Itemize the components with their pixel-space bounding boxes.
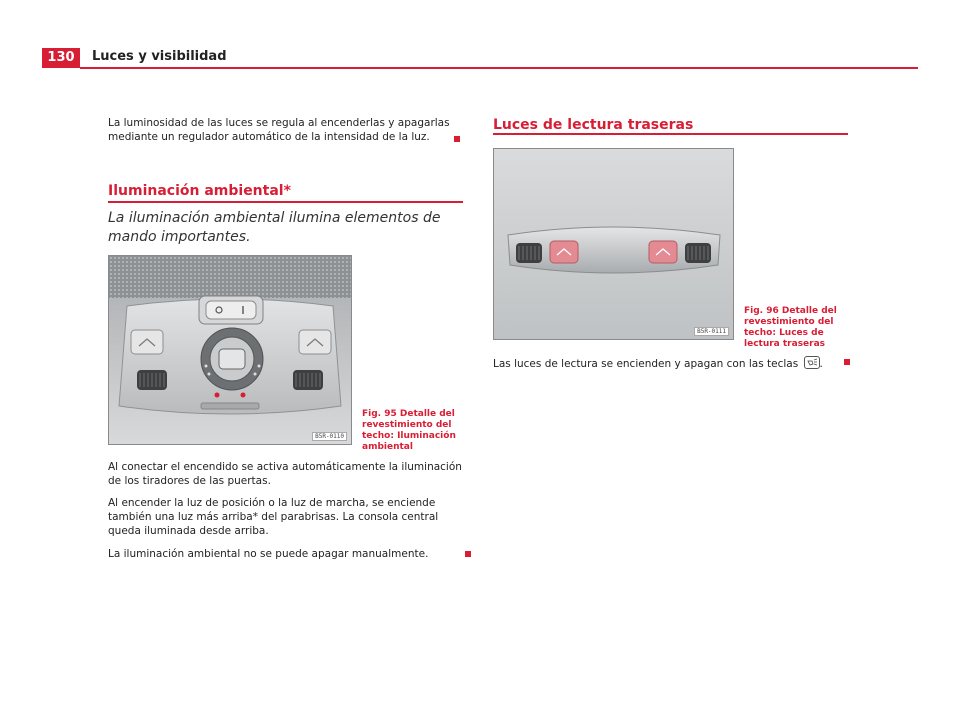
- intro-paragraph: La luminosidad de las luces se regula al encenderlas y apagarlas mediante un regulador automático de la intensidad de la luz.: [108, 117, 450, 143]
- figure-96-caption: Fig. 96 Detalle del revestimiento del techo: Luces de lectura traseras: [744, 306, 837, 349]
- reading-lights-paragraph: Las luces de lectura se encienden y apagan con las teclas .: [493, 358, 823, 370]
- lead-text: La iluminación ambiental ilumina elementos de mando importantes.: [108, 210, 441, 245]
- end-marker: [844, 359, 850, 365]
- reading-light-icon: [804, 356, 820, 369]
- reading-lights-text: Las luces de lectura se encienden y apagan con las teclas: [493, 358, 799, 370]
- heading-rule: [108, 201, 463, 203]
- page-number: 130: [42, 48, 80, 68]
- figure-code: B5R-0110: [312, 432, 347, 441]
- heading-rear-reading-lights: Luces de lectura traseras: [493, 117, 694, 133]
- headliner-console-illustration: [109, 256, 351, 444]
- figure-code: B5R-0111: [694, 327, 729, 336]
- header-divider: [80, 67, 918, 69]
- figure-95-caption: Fig. 95 Detalle del revestimiento del techo: Iluminación ambiental: [362, 409, 456, 452]
- paragraph-1: Al conectar el encendido se activa automáticamente la iluminación de los tiradores de las puertas.: [108, 461, 462, 487]
- end-marker: [465, 551, 471, 557]
- heading-ambient-lighting: Iluminación ambiental*: [108, 183, 291, 199]
- section-title: Luces y visibilidad: [92, 49, 227, 64]
- figure-95-ambient-lighting: [108, 255, 352, 445]
- end-marker: [454, 136, 460, 142]
- heading-rule: [493, 133, 848, 135]
- paragraph-3: La iluminación ambiental no se puede apagar manualmente.: [108, 548, 429, 560]
- paragraph-2: Al encender la luz de posición o la luz de marcha, se enciende también una luz más arriba* del parabrisas. La consola central queda iluminada desde arriba.: [108, 497, 439, 537]
- figure-96-rear-reading-lights: [493, 148, 734, 340]
- rear-headliner-illustration: [494, 149, 733, 339]
